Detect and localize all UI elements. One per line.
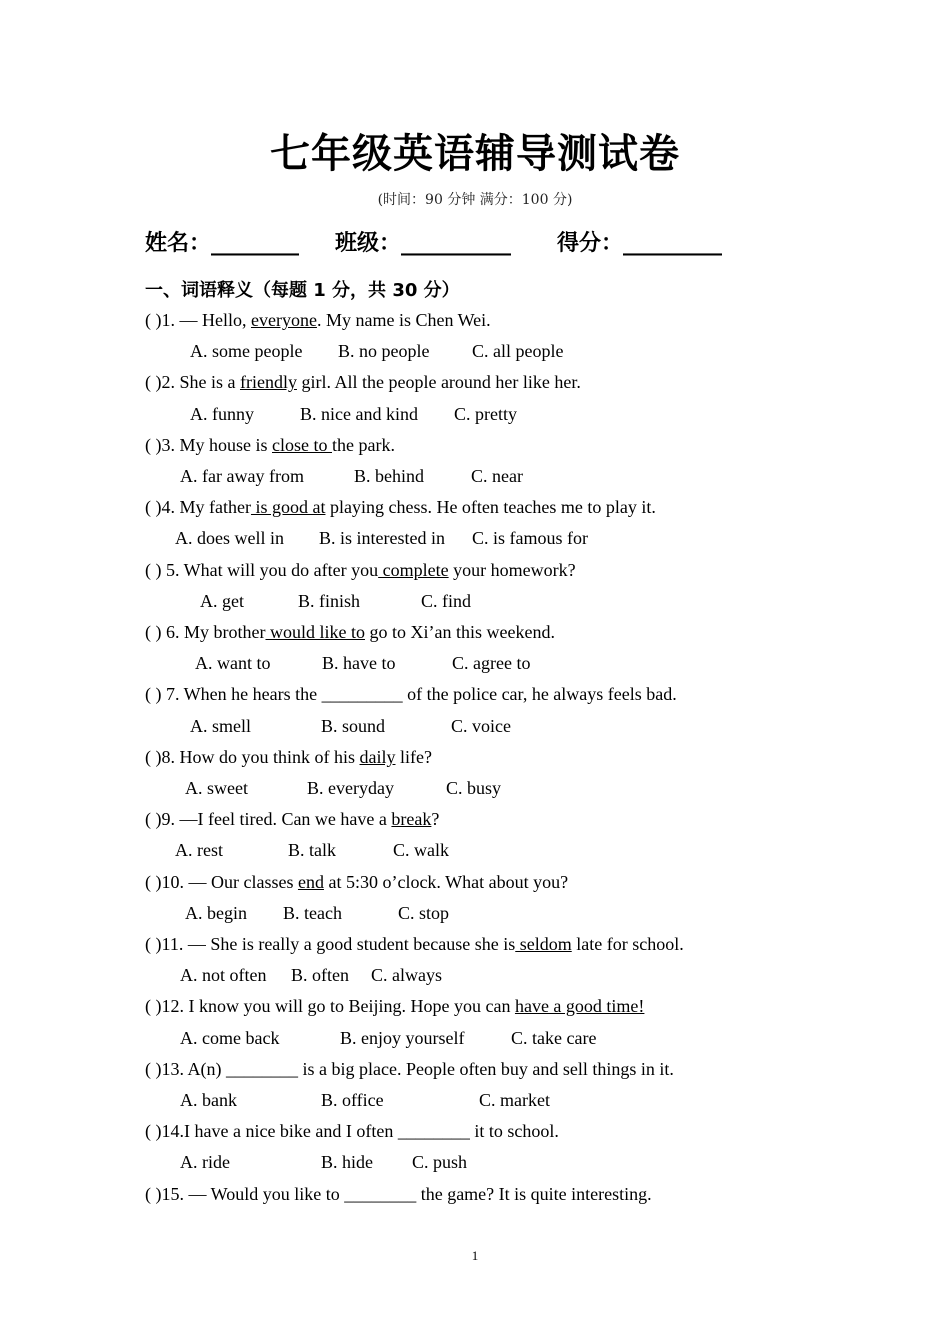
- option-c: C. busy: [446, 778, 502, 798]
- question-text: ( ) 5. What will you do after you: [145, 560, 379, 580]
- score-field: [557, 226, 722, 257]
- question-7: [145, 680, 677, 708]
- question-13: [145, 1055, 674, 1083]
- question-text-end: . My name is Chen Wei.: [316, 310, 491, 330]
- class-label: 班级：: [335, 231, 402, 256]
- underlined-word: break: [391, 809, 432, 829]
- page-title: 七年级英语辅导测试卷: [270, 131, 680, 177]
- question-text: ( )2. She is a: [145, 372, 240, 392]
- option-c: C. walk: [393, 840, 449, 860]
- underlined-word: end: [297, 872, 324, 892]
- option-a: A. begin: [185, 903, 247, 923]
- option-c: C. is famous for: [472, 528, 588, 548]
- question-5: [145, 556, 576, 584]
- option-a: A. get: [200, 591, 244, 611]
- question-text-end: go to Xi’an this weekend.: [364, 622, 555, 642]
- name-field: [145, 226, 299, 257]
- score-label: 得分：: [557, 231, 624, 256]
- option-c: C. find: [421, 591, 472, 611]
- section-heading: 一、词语释义（每题 1 分，共 30 分）: [145, 280, 460, 301]
- option-c: C. agree to: [452, 653, 531, 673]
- question-text: ( )15. — Would you like to ________ the game? It is quite interesting.: [145, 1184, 652, 1204]
- option-c: C. take care: [511, 1028, 597, 1048]
- question-8: [145, 743, 432, 771]
- option-a: A. bank: [180, 1090, 237, 1110]
- question-12: [145, 992, 644, 1020]
- page-subtitle: (时间：90 分钟 满分：100 分): [377, 192, 573, 208]
- question-9: [145, 805, 439, 833]
- question-text-end: ?: [431, 809, 440, 829]
- question-text: ( )8. How do you think of his: [145, 747, 360, 767]
- class-field: [335, 226, 511, 257]
- question-text: ( )4. My father: [145, 497, 251, 517]
- question-text: ( )11. — She is really a good student because she is: [145, 934, 516, 954]
- option-a: A. smell: [190, 716, 251, 736]
- question-text-end: at 5:30 o’clock. What about you?: [323, 872, 569, 892]
- option-c: C. voice: [451, 716, 511, 736]
- question-text: ( ) 7. When he hears the _________ of the police car, he always feels bad.: [145, 684, 677, 704]
- question-1: [145, 306, 491, 334]
- underlined-word: close to: [272, 435, 332, 455]
- underlined-word: is good at: [250, 497, 326, 517]
- underlined-word: seldom: [515, 934, 572, 954]
- question-text-end: late for school.: [571, 934, 684, 954]
- question-text-end: playing chess. He often teaches me to play it.: [325, 497, 656, 517]
- option-c: C. near: [471, 466, 523, 486]
- underlined-word: everyone: [250, 310, 317, 330]
- class-blank: __________: [401, 231, 512, 256]
- page-number: 1: [471, 1248, 479, 1263]
- underlined-word: have a good time!: [514, 996, 645, 1016]
- question-text-end: life?: [395, 747, 432, 767]
- option-c: C. always: [371, 965, 442, 985]
- option-c: C. push: [412, 1152, 468, 1172]
- option-b: B. have to: [322, 653, 396, 673]
- option-a: A. far away from: [180, 466, 304, 486]
- question-text: ( )10. — Our classes: [145, 872, 298, 892]
- option-b: B. hide: [321, 1152, 373, 1172]
- option-a: A. sweet: [185, 778, 248, 798]
- option-a: A. does well in: [175, 528, 284, 548]
- option-b: B. talk: [288, 840, 336, 860]
- option-b: B. sound: [321, 716, 386, 736]
- option-b: B. everyday: [307, 778, 394, 798]
- option-b: B. nice and kind: [300, 404, 418, 424]
- option-a: A. rest: [175, 840, 223, 860]
- question-6: [145, 618, 555, 646]
- question-text: ( ) 6. My brother: [145, 622, 266, 642]
- score-blank: _________: [623, 231, 723, 256]
- option-b: B. teach: [283, 903, 342, 923]
- question-4: [145, 493, 656, 521]
- option-b: B. no people: [338, 341, 430, 361]
- option-b: B. office: [321, 1090, 384, 1110]
- option-a: A. want to: [195, 653, 271, 673]
- question-15: [145, 1180, 652, 1208]
- question-text: ( )12. I know you will go to Beijing. Hope you can: [145, 996, 515, 1016]
- underlined-word: daily: [359, 747, 396, 767]
- option-b: B. finish: [298, 591, 361, 611]
- question-11: [145, 930, 684, 958]
- question-2: [145, 368, 581, 396]
- question-14: [145, 1117, 559, 1145]
- question-text-end: girl. All the people around her like her.: [296, 372, 581, 392]
- option-c: C. pretty: [454, 404, 517, 424]
- name-label: 姓名：: [145, 231, 212, 256]
- underlined-word: complete: [378, 560, 449, 580]
- option-b: B. often: [291, 965, 349, 985]
- option-c: C. stop: [398, 903, 450, 923]
- option-a: A. some people: [190, 341, 303, 361]
- question-3: [145, 431, 395, 459]
- underlined-word: friendly: [239, 372, 297, 392]
- question-text-end: your homework?: [448, 560, 576, 580]
- option-b: B. enjoy yourself: [340, 1028, 465, 1048]
- question-text: ( )14.I have a nice bike and I often ________ it to school.: [145, 1121, 559, 1141]
- question-text-end: the park.: [332, 435, 395, 455]
- student-info: [145, 226, 845, 260]
- question-text: ( )13. A(n) ________ is a big place. People often buy and sell things in it.: [145, 1059, 674, 1079]
- option-a: A. ride: [180, 1152, 230, 1172]
- name-blank: ________: [211, 231, 300, 256]
- option-a: A. come back: [180, 1028, 280, 1048]
- option-c: C. market: [479, 1090, 550, 1110]
- underlined-word: would like to: [265, 622, 365, 642]
- question-text: ( )1. — Hello,: [145, 310, 251, 330]
- question-10: [145, 868, 568, 896]
- option-b: B. behind: [354, 466, 424, 486]
- option-b: B. is interested in: [319, 528, 445, 548]
- question-text: ( )3. My house is: [145, 435, 272, 455]
- option-c: C. all people: [472, 341, 564, 361]
- question-text: ( )9. —I feel tired. Can we have a: [145, 809, 392, 829]
- option-a: A. funny: [190, 404, 254, 424]
- option-a: A. not often: [180, 965, 267, 985]
